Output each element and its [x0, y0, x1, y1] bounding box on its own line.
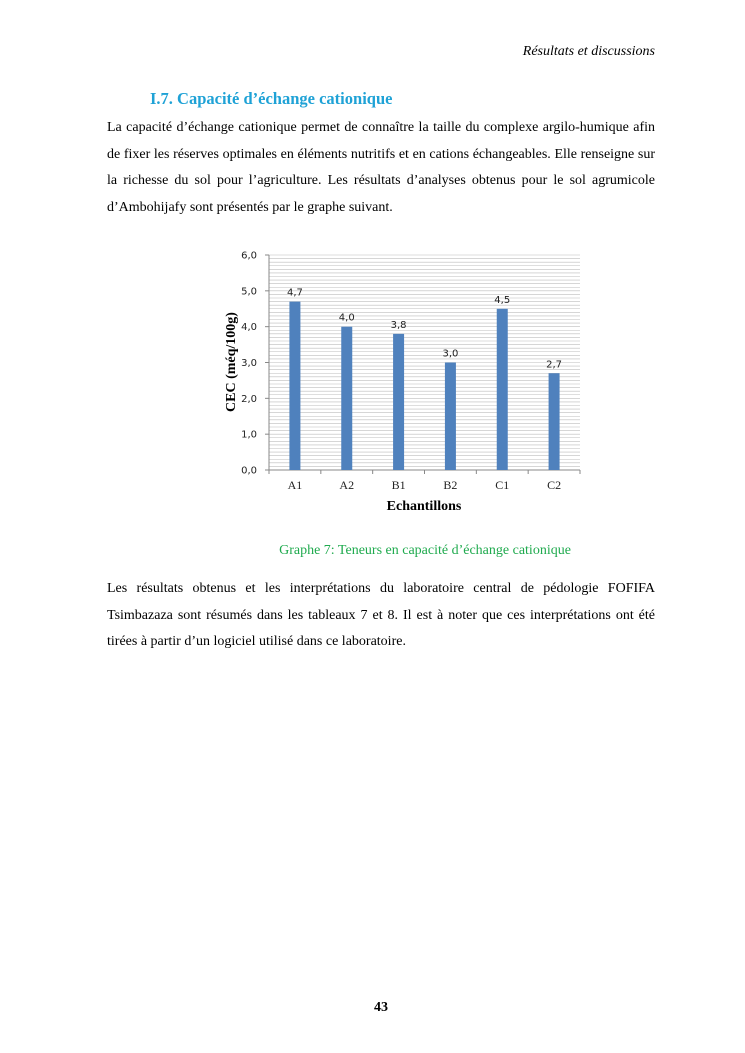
data-label: 3,0 [442, 348, 459, 360]
x-tick-label: A2 [339, 478, 355, 492]
cec-bar-chart [215, 240, 595, 520]
bar-a2 [341, 327, 352, 470]
figure-caption: Graphe 7: Teneurs en capacité d’échange cationique [279, 543, 571, 558]
x-tick-label: C1 [495, 478, 510, 492]
data-label: 2,7 [546, 359, 563, 371]
chart-gridlines [269, 255, 580, 470]
y-tick-label: 6,0 [241, 250, 257, 262]
y-tick-label: 1,0 [241, 429, 257, 441]
x-tick-label: B2 [443, 478, 458, 492]
x-tick-label: A1 [287, 478, 303, 492]
data-label: 3,8 [390, 319, 407, 331]
bar-c1 [497, 309, 508, 470]
data-label: 4,7 [286, 287, 303, 299]
section-title: I.7. Capacité d’échange cationique [150, 89, 393, 108]
data-label: 4,5 [494, 294, 511, 306]
y-tick-label: 0,0 [241, 465, 257, 477]
bar-b1 [393, 334, 404, 470]
intro-paragraph: La capacité d’échange cationique permet de connaître la taille du complexe argilo-humique afin de fixer les réserves optimales en éléments nutritifs et en cations échangeables. Elle renseigne sur la richesse du sol pour l’agriculture. Les résultats d’analyses obtenus pour le sol agrumicole d’Ambohijafy sont présentés par le graphe suivant. [107, 120, 655, 215]
x-tick-label: B1 [391, 478, 406, 492]
y-tick-label: 5,0 [241, 286, 257, 298]
bar-c2 [549, 373, 560, 470]
bar-b2 [445, 363, 456, 471]
y-axis-label: CEC (méq/100g) [224, 312, 239, 412]
running-header: Résultats et discussions [522, 44, 655, 59]
y-tick-label: 3,0 [241, 358, 257, 369]
page-number: 43 [374, 1000, 388, 1015]
x-axis-label: Echantillons [386, 499, 462, 514]
data-label: 4,0 [338, 312, 355, 324]
y-tick-label: 2,0 [241, 393, 257, 405]
results-paragraph: Les résultats obtenus et les interprétations du laboratoire central de pédologie FOFIFA Tsimbazaza sont résumés dans les tableaux 7 et 8. Il est à noter que ces interprétations ont été tirées à partir d’un logiciel utilisé dans ce laboratoire. [107, 581, 655, 649]
y-tick-label: 4,0 [241, 322, 257, 334]
bar-a1 [289, 302, 300, 470]
x-tick-label: C2 [547, 478, 562, 492]
